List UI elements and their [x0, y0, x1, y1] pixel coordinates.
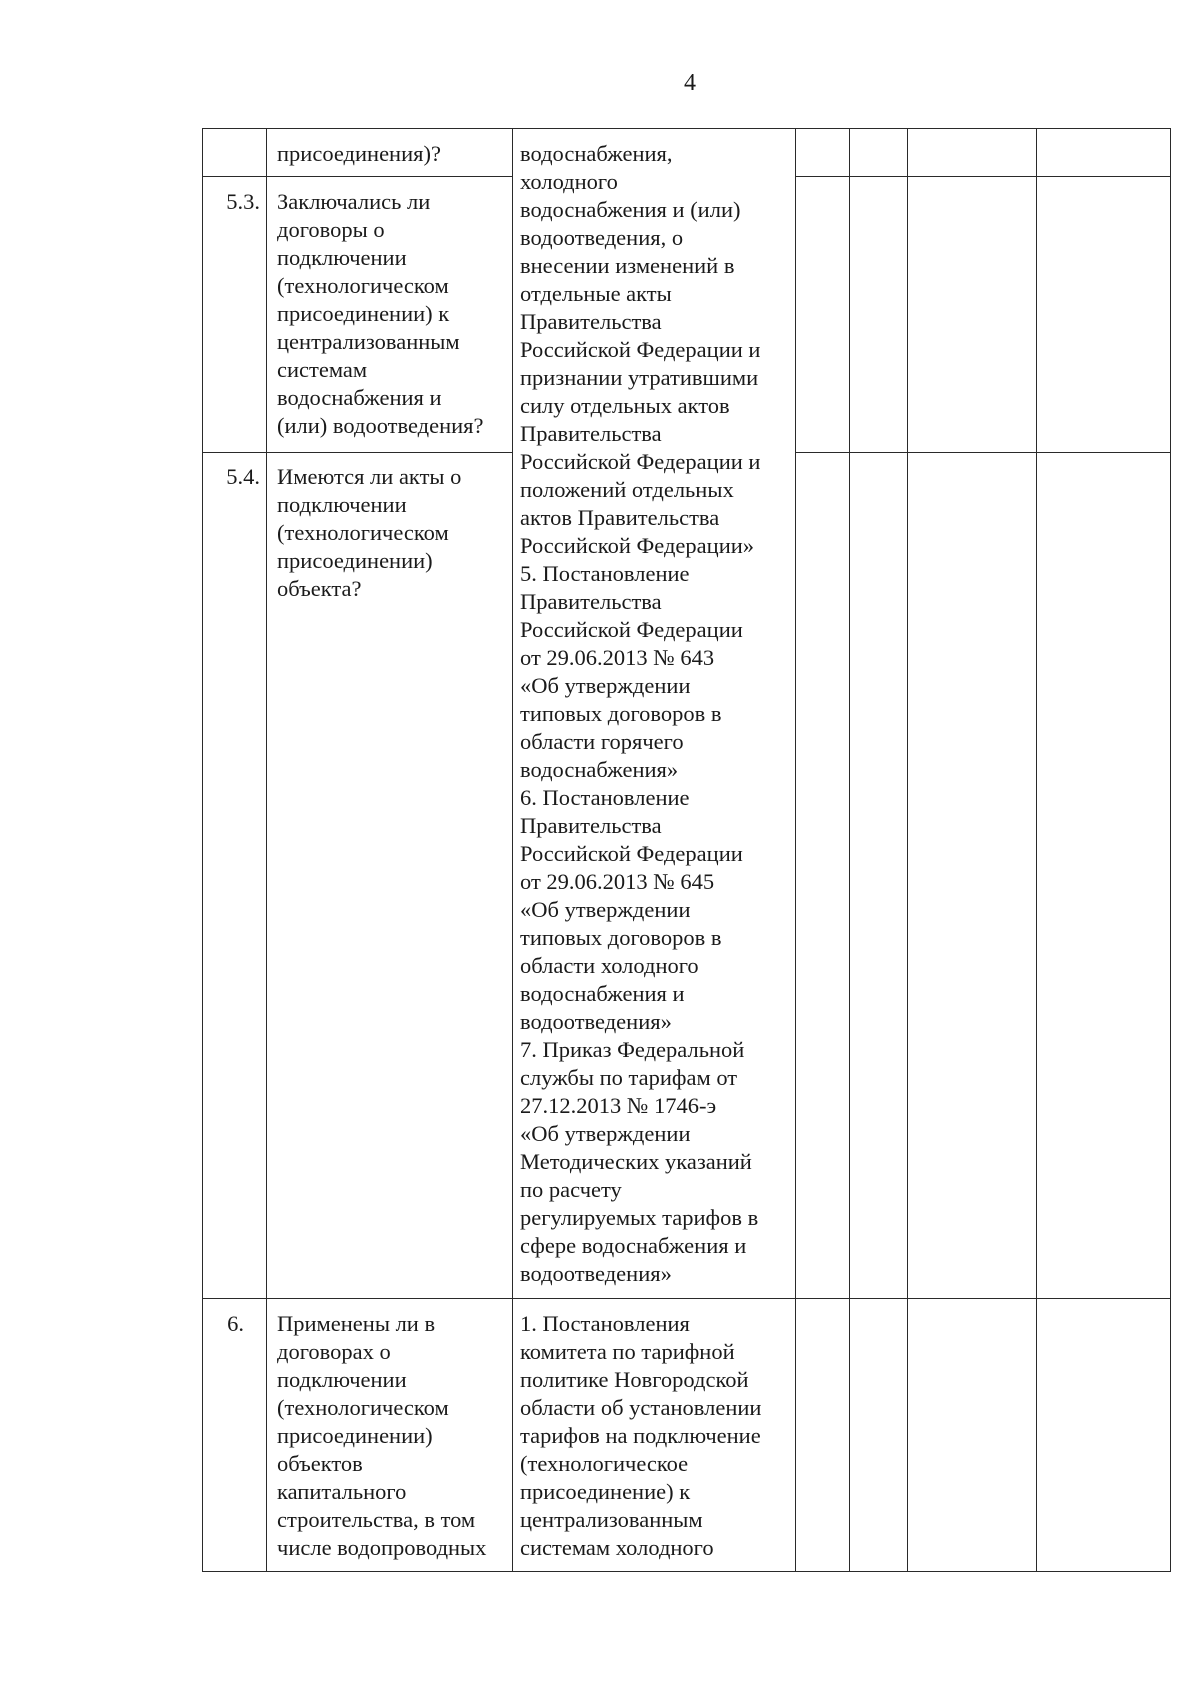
column-divider-question: [512, 128, 513, 1572]
column-divider-no: [907, 128, 908, 1572]
row-question: Заключались ли договоры о подключении (технологическом присоединении) к централизованным системам водоснабжения и (или) водоотведения?: [277, 189, 484, 438]
table-border-bottom: [202, 1571, 1171, 1572]
page-number: 4: [684, 70, 696, 96]
table-border-right: [1170, 128, 1171, 1572]
row-question: Применены ли в договорах о подключении (технологическом присоединении) объектов капитального строительства, в том числе водопроводных: [277, 1311, 487, 1560]
table-border-top: [202, 128, 1171, 129]
table-border-left: [202, 128, 203, 1572]
row-question: присоединения)?: [277, 141, 441, 166]
column-divider-legal: [795, 128, 796, 1572]
row-divider-5-3-left: [202, 176, 513, 177]
row-divider-5-3-right: [795, 176, 1171, 177]
row-number: 6.: [227, 1311, 244, 1336]
row-question: Имеются ли акты о подключении (технологическом присоединении) объекта?: [277, 464, 462, 601]
row-number: 5.4.: [226, 464, 260, 489]
row-number: 5.3.: [226, 189, 260, 214]
column-divider-na: [1036, 128, 1037, 1572]
column-divider-number: [266, 128, 267, 1572]
legal-references-block-5: водоснабжения, холодного водоснабжения и (или) водоотведения, о внесении изменений в отдельные акты Правительства Российской Федерации и признании утратившими силу отдельных актов Правительства Российской Федерации и положений отдельных актов Правительства Российской Федерации» 5. Постановление Правительства Российской Федерации от 29.06.2013 № 643 «Об утверждении типовых договоров в области горячего водоснабжения» 6. Постановление Правительства Российской Федерации от 29.06.2013 № 645 «Об утверждении типовых договоров в области холодного водоснабжения и водоотведения» 7. Приказ Федеральной службы по тарифам от 27.12.2013 № 1746-э «Об утверждении Методических указаний по расчету регулируемых тарифов в сфере водоснабжения и водоотведения»: [520, 141, 761, 1286]
row-divider-5-4-right: [795, 452, 1171, 453]
column-divider-yes: [849, 128, 850, 1572]
legal-references-block-6: 1. Постановления комитета по тарифной политике Новгородской области об установлении тарифов на подключение (технологическое присоединение) к централизованным системам холодного: [520, 1311, 762, 1560]
row-divider-6: [202, 1298, 1171, 1299]
row-divider-5-4-left: [202, 452, 513, 453]
